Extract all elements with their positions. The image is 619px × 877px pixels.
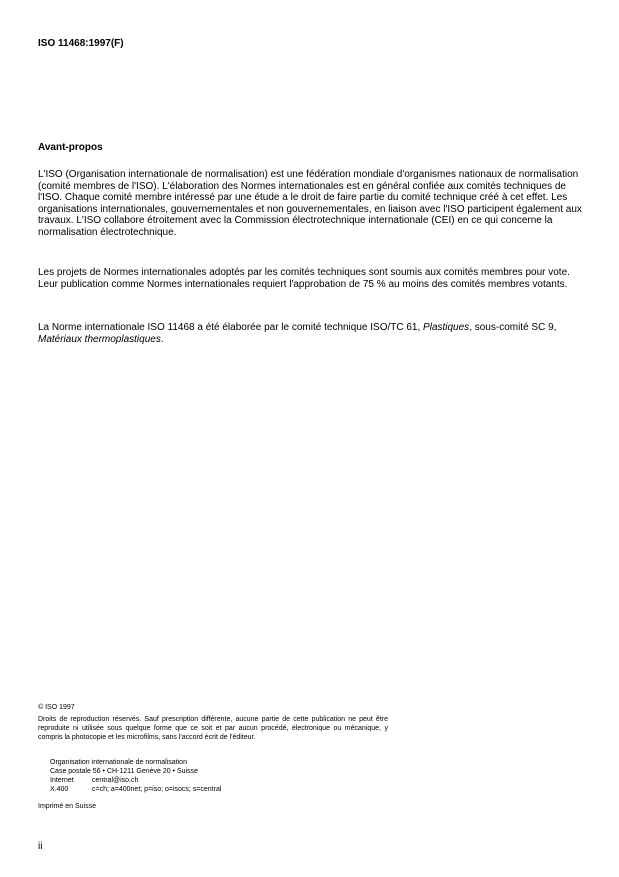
subcommittee-title: Matériaux thermoplastiques xyxy=(38,333,161,345)
foreword-title: Avant-propos xyxy=(38,142,103,153)
postal-address: Case postale 56 • CH-1211 Genève 20 • Suisse xyxy=(50,768,198,775)
paragraph-text: . xyxy=(160,333,164,345)
internet-label: Internet xyxy=(50,777,74,784)
x400-label: X.400 xyxy=(50,786,69,793)
copyright-notice: © ISO 1997 xyxy=(38,704,75,711)
paragraph-text: La Norme internationale ISO 11468 a été élaborée par le comité technique ISO/TC 61, xyxy=(38,322,424,333)
x400-line xyxy=(50,785,400,794)
printed-in: Imprimé en Suisse xyxy=(38,803,96,810)
publisher-address xyxy=(50,758,400,794)
internet-line xyxy=(50,776,400,785)
x400-value: c=ch; a=400net; p=iso; o=isocs; s=central xyxy=(92,786,222,793)
foreword-paragraph-1: L'ISO (Organisation internationale de normalisation) est une fédération mondiale d'organismes nationaux de normalisation (comité membres de l'ISO). L'élaboration des Normes internationales est en général confiée aux comités techniques de l'ISO. Chaque comité membre intéressé par une étude a le droit de faire partie du comité technique créé à cet effet. Les organisations internationales, gouvernementales et non gouvernementales, en liaison avec l'ISO participent également aux travaux. L'ISO collabore étroitement avec la Commission électrotechnique internationale (CEI) en ce qui concerne la normalisation électrotechnique. xyxy=(38,169,582,238)
organisation-name: Organisation internationale de normalisation xyxy=(50,759,187,766)
document-id: ISO 11468:1997(F) xyxy=(38,38,124,49)
rights-statement: Droits de reproduction réservés. Sauf prescription différente, aucune partie de cette publication ne peut être reproduite ni utilisée sous quelque forme que ce soit et par aucun procédé, électronique ou mécanique, y compris la photocopie et les microfilms, sans l'accord écrit de l'éditeur. xyxy=(38,716,388,741)
foreword-paragraph-3 xyxy=(38,322,583,345)
paragraph-text: , sous-comité SC 9, xyxy=(469,322,557,333)
committee-title: Plastiques xyxy=(423,322,470,333)
internet-value: central@iso.ch xyxy=(92,777,139,784)
foreword-paragraph-2: Les projets de Normes internationales adoptés par les comités techniques sont soumis aux comités membres pour vote. Leur publication comme Normes internationales requiert l'approbation de 75 % au moins des comités membres votants. xyxy=(38,267,570,290)
page-number: ii xyxy=(38,841,43,852)
